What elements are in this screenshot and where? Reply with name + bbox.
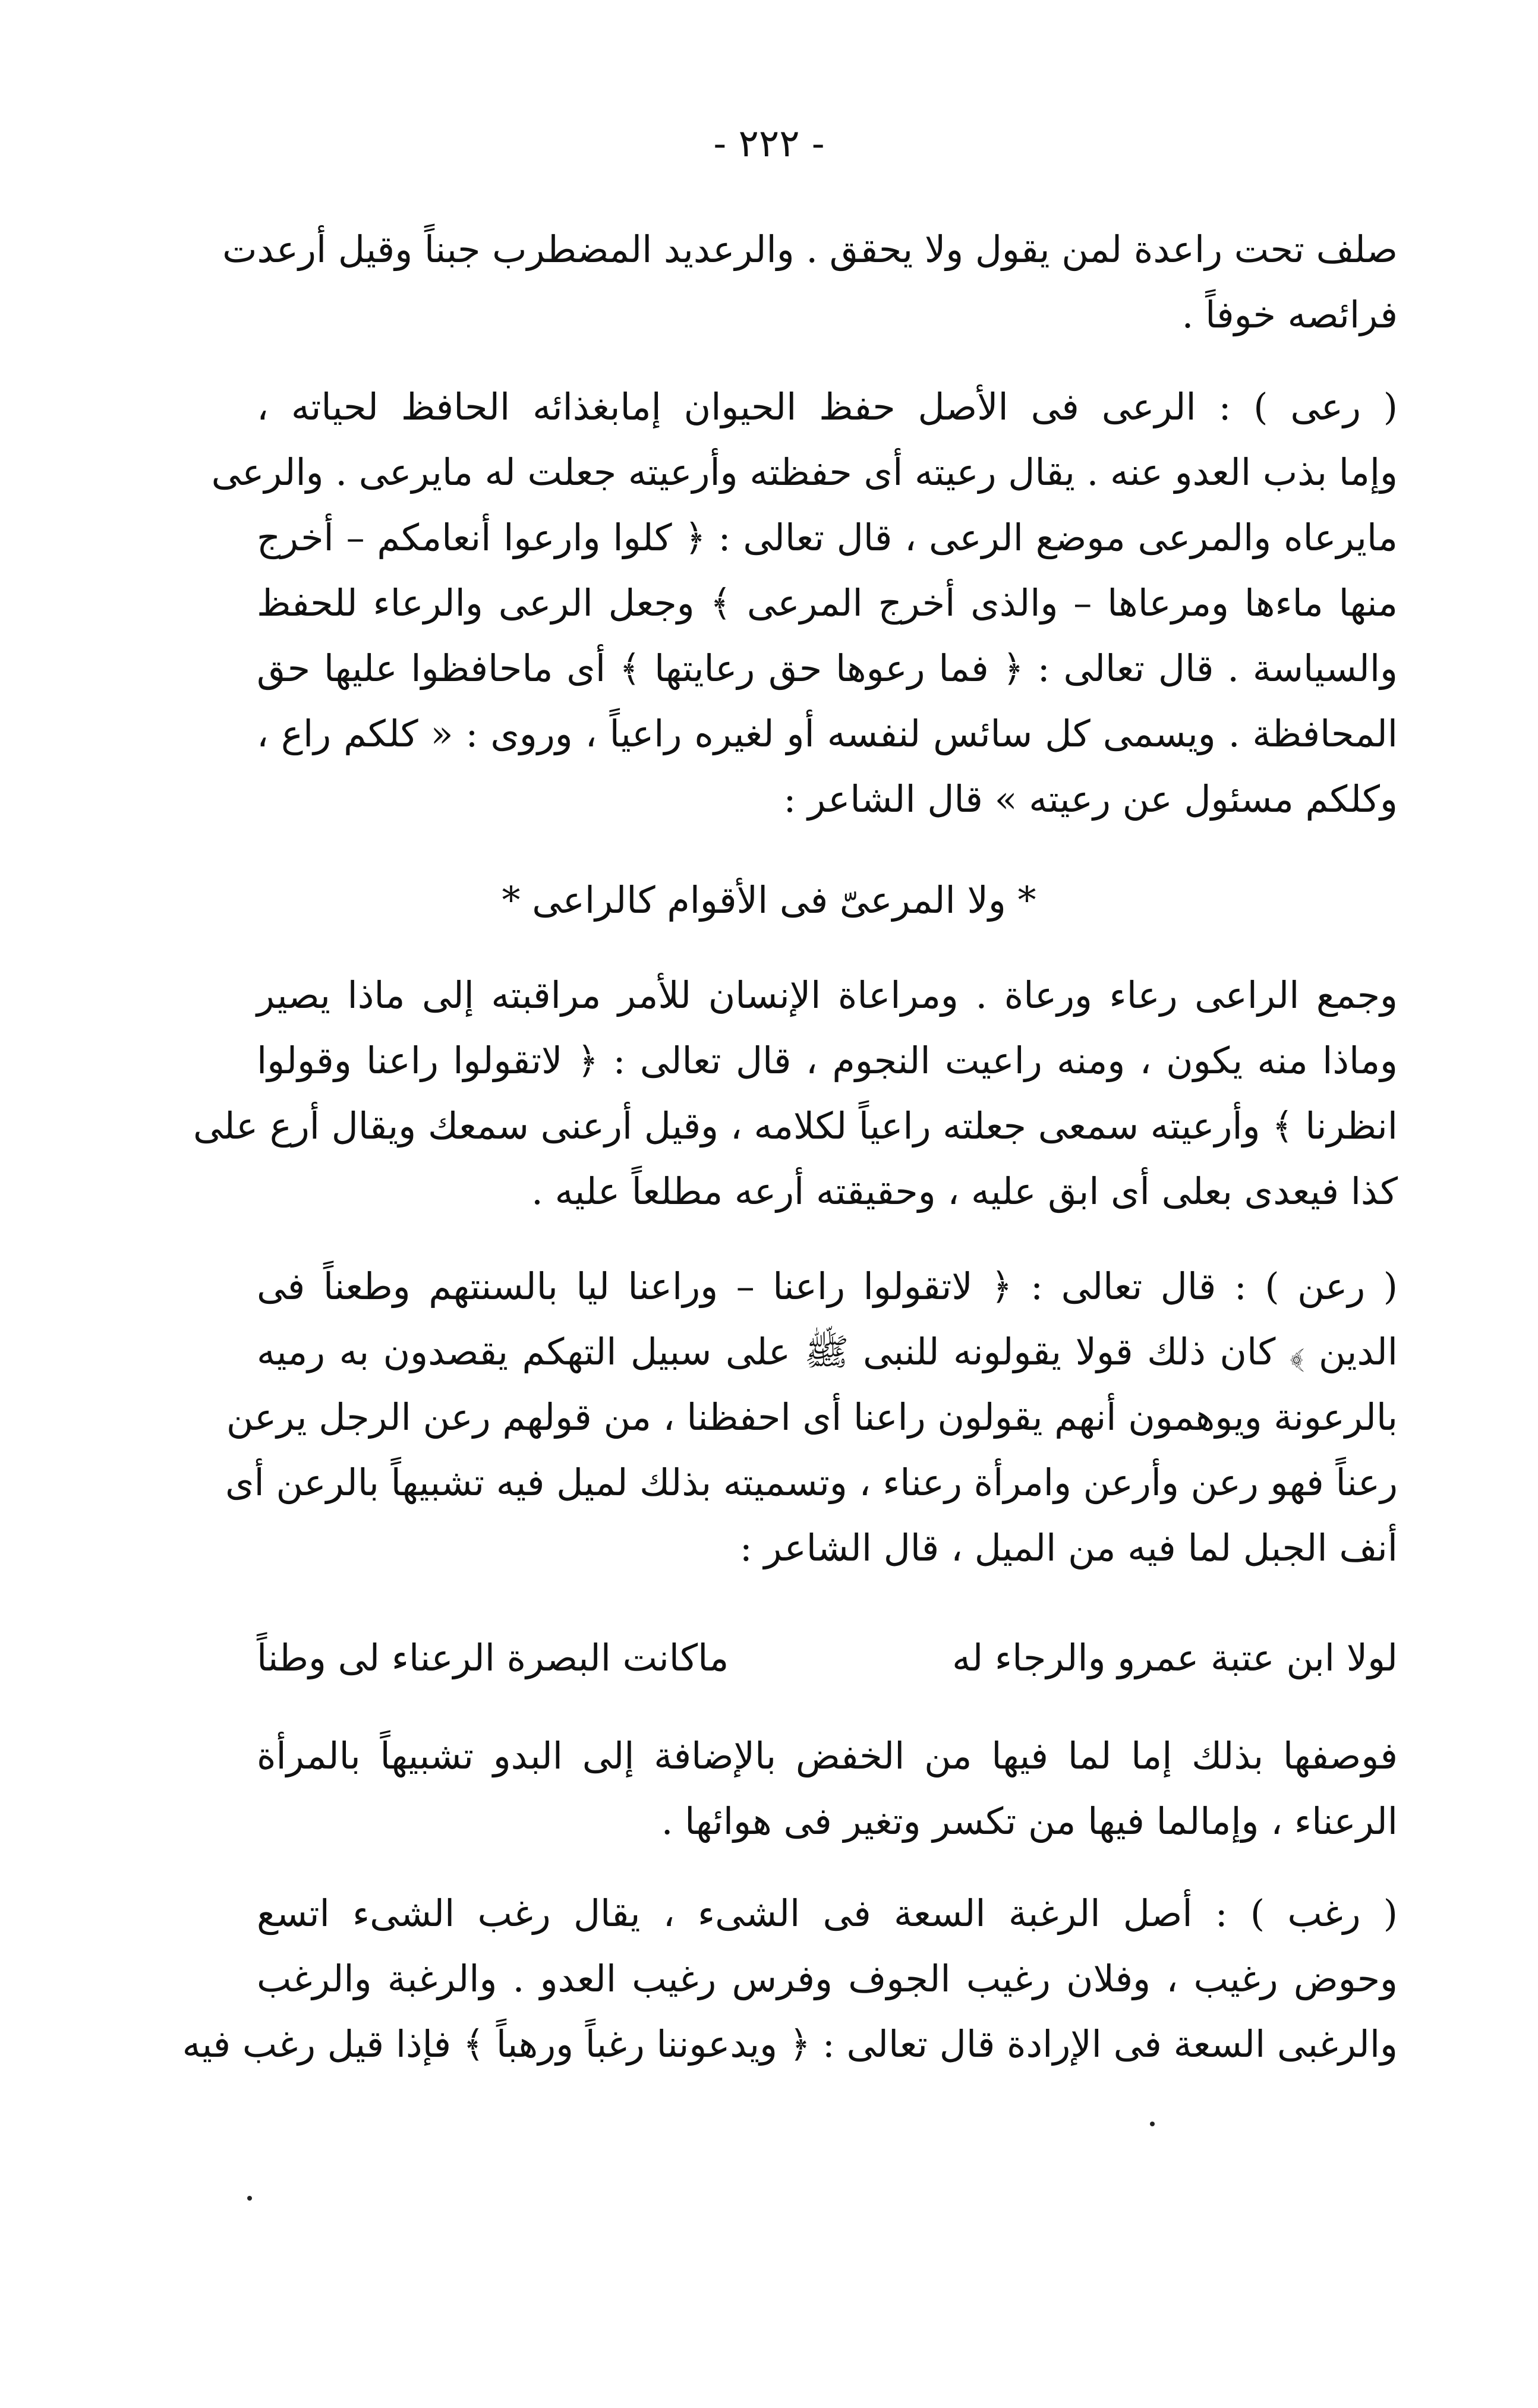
verse-second-hemistich: ماكانت البصرة الرعناء لى وطناً	[257, 1636, 729, 1679]
text-line: أنف الجبل لما فيه من الميل ، قال الشاعر :	[739, 1526, 1398, 1569]
text-line: رعناً فهو رعن وأرعن وامرأة رعناء ، وتسميته بذلك لميل فيه تشبيهاً بالرعن أى	[225, 1461, 1398, 1504]
text-line: وكلكم مسئول عن رعيته » قال الشاعر :	[783, 777, 1398, 821]
text-line: وماذا منه يكون ، ومنه راعيت النجوم ، قال تعالى : ﴿ لاتقولوا راعنا وقولوا	[257, 1039, 1398, 1082]
text-line: والرغبى السعة فى الإرادة قال تعالى : ﴿ ويدعوننا رغباً ورهباً ﴾ فإذا قيل رغب فيه	[182, 2022, 1398, 2066]
text-line: المحافظة . ويسمى كل سائس لنفسه أو لغيره راعياً ، وروى : « كلكم راع ،	[257, 712, 1398, 755]
page-number: - ٢٢٢ -	[713, 122, 825, 166]
scan-speck	[1150, 2122, 1155, 2126]
text-line: الدين ﴾ كان ذلك قولا يقولونه للنبى ﷺ على سبيل التهكم يقصدون به رميه	[257, 1330, 1398, 1373]
text-line: وجمع الراعى رعاء ورعاة . ومراعاة الإنسان للأمر مراقبته إلى ماذا يصير	[257, 973, 1398, 1017]
verse-first-hemistich: لولا ابن عتبة عمرو والرجاء له	[952, 1636, 1398, 1679]
text-line: انظرنا ﴾ وأرعيته سمعى جعلته راعياً لكلامه ، وقيل أرعنى سمعك ويقال أرع على	[193, 1104, 1398, 1148]
text-line: وإما بذب العدو عنه . يقال رعيته أى حفظته وأرعيته جعلت له مايرعى . والرعى	[211, 450, 1398, 494]
text-line: والسياسة . قال تعالى : ﴿ فما رعوها حق رعايتها ﴾ أى ماحافظوا عليها حق	[257, 647, 1398, 690]
text-line: ( رغب ) : أصل الرغبة السعة فى الشىء ، يقال رغب الشىء اتسع	[257, 1892, 1398, 1935]
scan-speck	[247, 2196, 252, 2201]
text-line: ( رعن ) : قال تعالى : ﴿ لاتقولوا راعنا – وراعنا ليا بالسنتهم وطعناً فى	[257, 1265, 1398, 1308]
text-line: الرعناء ، وإمالما فيها من تكسر وتغير فى هوائها .	[661, 1799, 1398, 1843]
text-line: وحوض رغيب ، وفلان رغيب الجوف وفرس رغيب العدو . والرغبة والرغب	[257, 1957, 1398, 2000]
text-line: صلف تحت راعدة لمن يقول ولا يحقق . والرعديد المضطرب جبناً وقيل أرعدت	[222, 228, 1398, 271]
text-line: كذا فيعدى بعلى أى ابق عليه ، وحقيقته أرعه مطلعاً عليه .	[531, 1170, 1398, 1213]
text-line: فرائصه خوفاً .	[1181, 293, 1398, 336]
text-line: منها ماءها ومرعاها – والذى أخرج المرعى ﴾ وجعل الرعى والرعاء للحفظ	[257, 581, 1398, 625]
text-line: مايرعاه والمرعى موضع الرعى ، قال تعالى : ﴿ كلوا وارعوا أنعامكم – أخرج	[257, 516, 1398, 559]
verse-line: * ولا المرعىّ فى الأقوام كالراعى *	[502, 878, 1036, 922]
text-line: ( رعى ) : الرعى فى الأصل حفظ الحيوان إمابغذائه الحافظ لحياته ،	[257, 385, 1398, 428]
poetry-verse	[257, 1625, 1398, 1691]
text-line: بالرعونة ويوهمون أنهم يقولون راعنا أى احفظنا ، من قولهم رعن الرجل يرعن	[226, 1395, 1398, 1439]
text-line: فوصفها بذلك إما لما فيها من الخفض بالإضافة إلى البدو تشبيهاً بالمرأة	[257, 1734, 1398, 1777]
